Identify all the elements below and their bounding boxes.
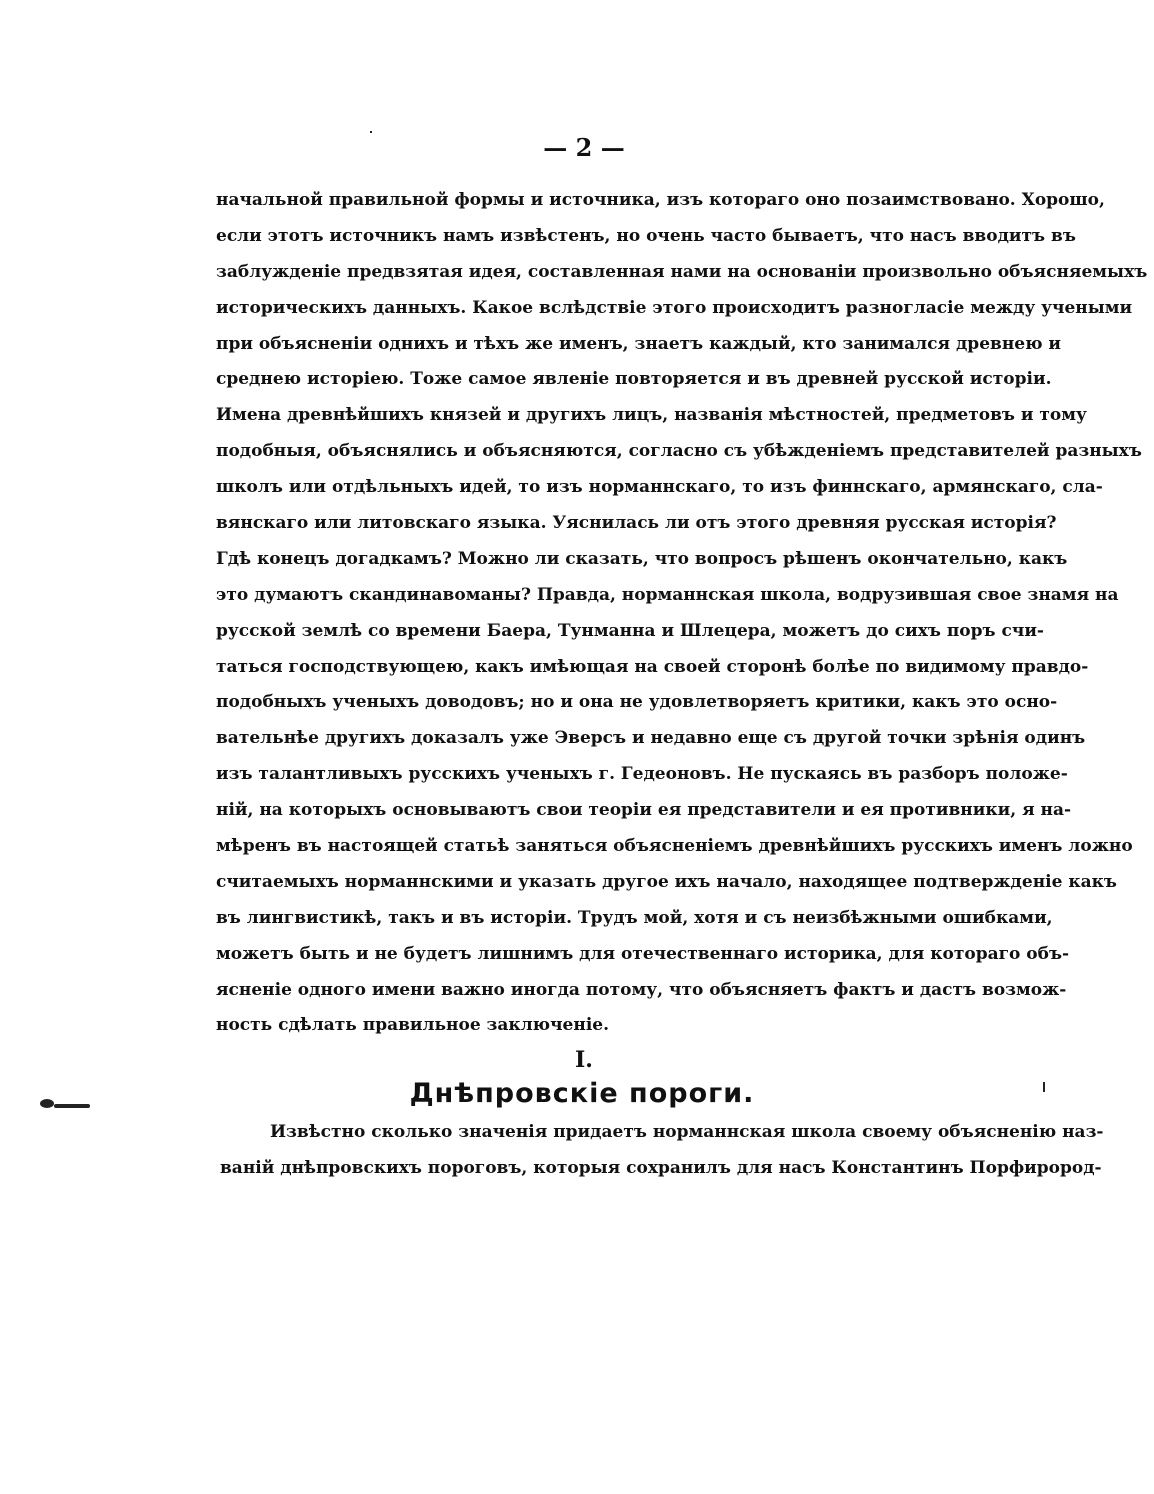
text-line: историческихъ данныхъ. Какое вслѣдствіе этого происходитъ разногласіе между учеными (216, 297, 1133, 318)
text-line: это думаютъ скандинавоманы? Правда, норманнская школа, водрузившая свое знамя на (216, 584, 1119, 605)
section-text (220, 1115, 1104, 1187)
text-line: вательнѣе другихъ доказалъ уже Эверсъ и недавно еще съ другой точки зрѣнія одинъ (216, 728, 1086, 749)
text-line: изъ талантливыхъ русскихъ ученыхъ г. Гедеоновъ. Не пускаясь въ разборъ положе- (216, 764, 1068, 785)
text-line: подобныя, объяснялись и объясняются, согласно съ убѣжденіемъ представителей разныхъ (216, 441, 1142, 462)
text-line: таться господствующею, какъ имѣющая на своей сторонѣ болѣе по видимому правдо- (216, 656, 1089, 677)
text-line: Извѣстно сколько значенія придаетъ норманнская школа своему объясненію наз- (270, 1122, 1104, 1142)
text-line: можетъ быть и не будетъ лишнимъ для отечественнаго историка, для котораго объ- (216, 943, 1070, 964)
text-line: если этотъ источникъ намъ извѣстенъ, но очень часто бываетъ, что насъ вводитъ въ (216, 225, 1076, 246)
text-line: при объясненіи однихъ и тѣхъ же именъ, знаетъ каждый, кто занимался древнею и (216, 333, 1062, 354)
section-title: Днѣпровскіе пороги. (409, 1078, 755, 1109)
text-line: ность сдѣлать правильное заключеніе. (216, 1015, 610, 1036)
body-text (216, 183, 1148, 1044)
text-line: подобныхъ ученыхъ доводовъ; но и она не удовлетворяетъ критики, какъ это осно- (216, 692, 1058, 713)
text-line: среднею исторіею. Тоже самое явленіе повторяется и въ древней русской исторіи. (216, 369, 1052, 390)
text-line: ній, на которыхъ основываютъ свои теоріи ея представители и ея противники, я на- (216, 800, 1072, 821)
ink-dot-mark (370, 131, 372, 133)
text-line: ваній днѣпровскихъ пороговъ, которыя сохранилъ для насъ Константинъ Порфирород- (220, 1157, 1102, 1178)
text-line: заблужденіе предвзятая идея, составленная нами на основаніи произвольно объясняемыхъ (216, 261, 1148, 282)
text-line: ясненіе одного имени важно иногда потому, что объясняетъ фактъ и дастъ возмож- (216, 979, 1067, 1000)
text-line: русской землѣ со времени Баера, Тунманна и Шлецера, можетъ до сихъ поръ счи- (216, 620, 1044, 641)
ink-blot-mark (40, 1099, 54, 1108)
text-line: мѣренъ въ настоящей статьѣ заняться объясненіемъ древнѣйшихъ русскихъ именъ ложно (216, 836, 1133, 857)
text-line: Гдѣ конецъ догадкамъ? Можно ли сказать, что вопросъ рѣшенъ окончательно, какъ (216, 548, 1068, 569)
text-line: вянскаго или литовскаго языка. Уяснилась ли отъ этого древняя русская исторія? (216, 513, 1057, 534)
text-line: Имена древнѣйшихъ князей и другихъ лицъ, названія мѣстностей, предметовъ и тому (216, 405, 1087, 426)
ink-dot-mark (1043, 1082, 1045, 1092)
text-line: школъ или отдѣльныхъ идей, то изъ норманнскаго, то изъ финнскаго, армянскаго, сла- (216, 477, 1103, 498)
section-number: I. (575, 1047, 593, 1073)
text-line: въ лингвистикѣ, такъ и въ исторіи. Трудъ мой, хотя и съ неизбѣжными ошибками, (216, 907, 1053, 928)
text-line: считаемыхъ норманнскими и указать другое ихъ начало, находящее подтвержденіе какъ (216, 871, 1117, 892)
page-number: — 2 — (543, 133, 625, 162)
ink-smudge-mark (54, 1104, 90, 1108)
text-line: начальной правильной формы и источника, изъ котораго оно позаимствовано. Хорошо, (216, 190, 1105, 210)
